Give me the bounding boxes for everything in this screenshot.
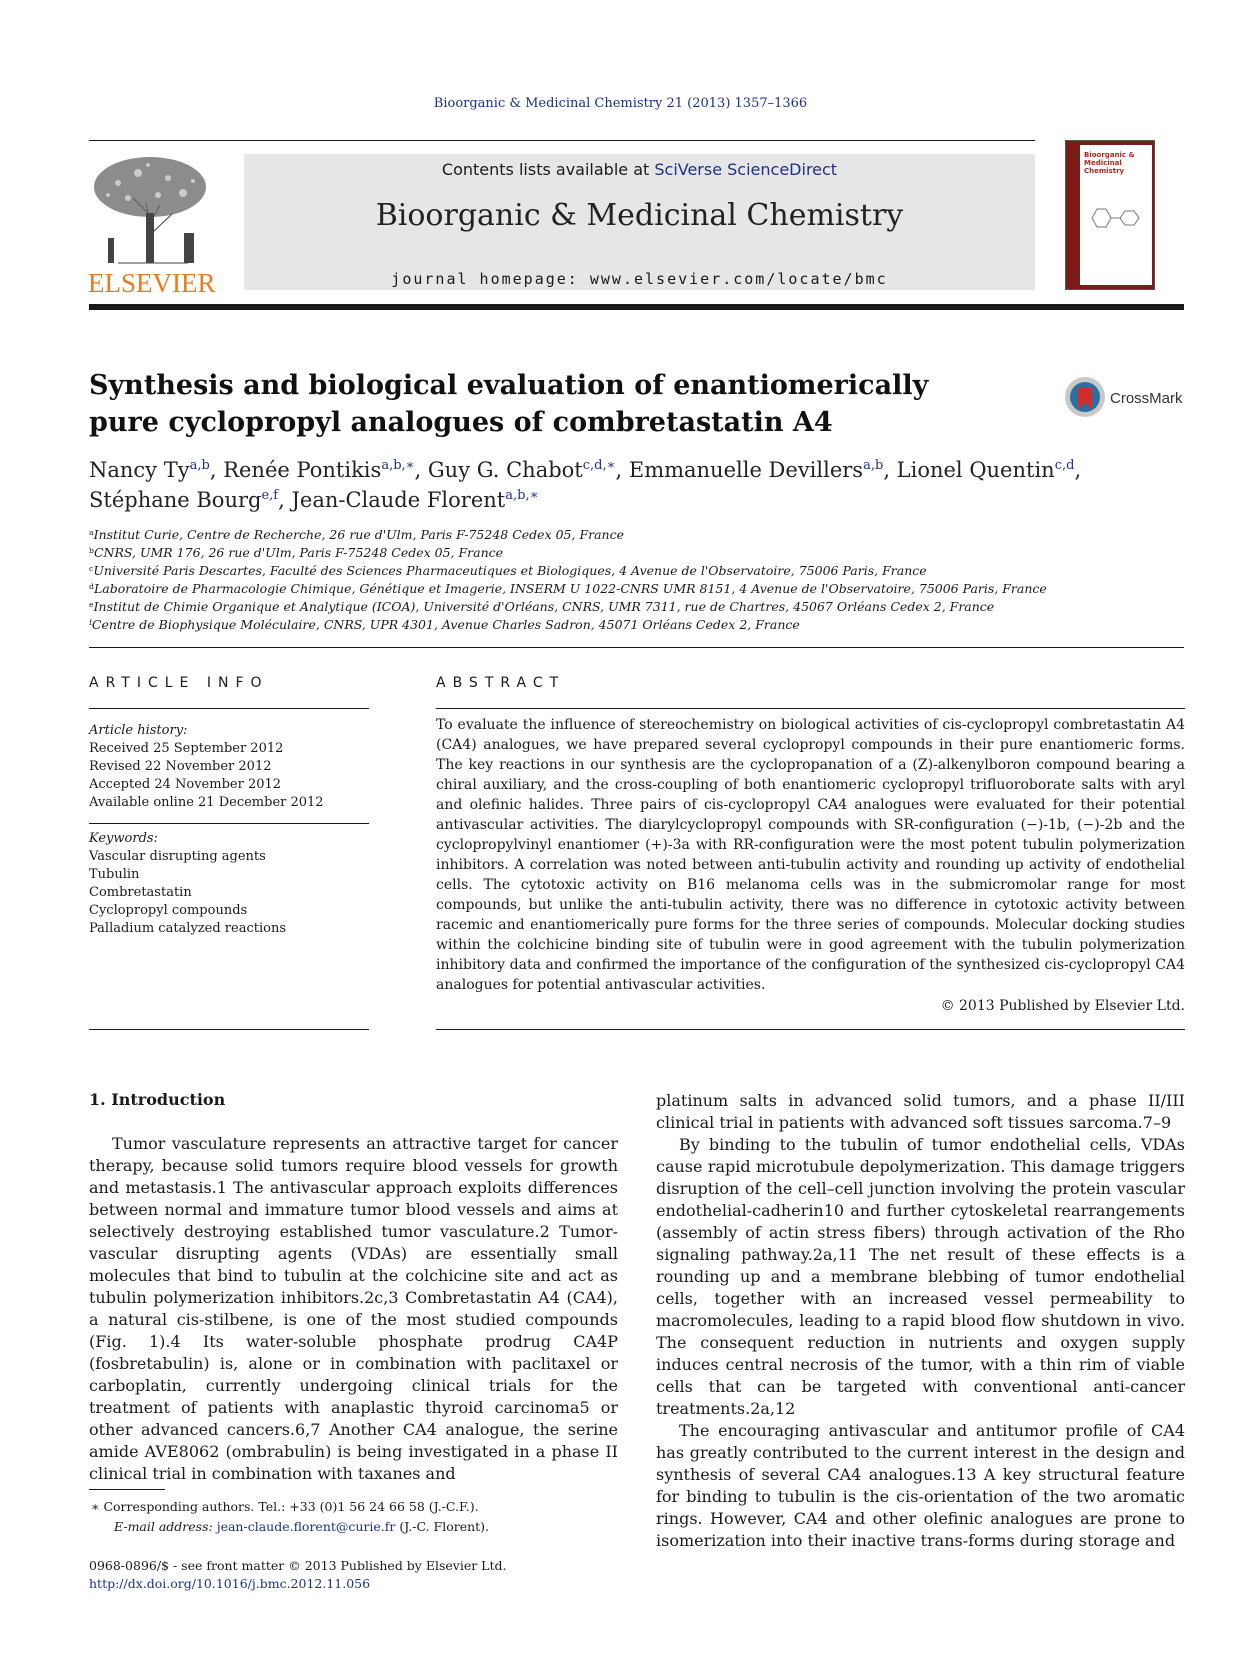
article-info-heading: ARTICLE INFO: [89, 675, 269, 691]
footnote-rule: [89, 1489, 165, 1490]
affiliation: $^c$Université Paris Descartes, Faculté des Sciences Pharmaceutiques et Biologiques, 4 Avenue de l'Observatoire, 75006 Paris, France: [89, 563, 927, 578]
history-item: Available online 21 December 2012: [89, 795, 324, 810]
cover-title: Bioorganic & Medicinal Chemistry: [1084, 151, 1135, 175]
history-label: Article history:: [89, 723, 188, 738]
crossmark-label[interactable]: CrossMark: [1110, 390, 1183, 407]
affiliation: $^f$Centre de Biophysique Moléculaire, CNRS, UPR 4301, Avenue Charles Sadron, 45071 Orléans Cedex 2, France: [89, 617, 800, 632]
cover-page: [1080, 145, 1152, 285]
corresponding-footnote: [89, 1497, 609, 1537]
history-item: Received 25 September 2012: [89, 741, 284, 756]
header-rule-top: [89, 140, 1035, 141]
article-info-rule: [89, 708, 369, 709]
keyword: Palladium catalyzed reactions: [89, 921, 286, 936]
paragraph: By binding to the tubulin of tumor endothelial cells, VDAs cause rapid microtubule depolymerization. This damage triggers disruption of the cell–cell junction involving the protein vascular endothelial-cadherin10 and further cytoskeletal rearrangements (assembly of actin stress fibers) through activation of the Rho signaling pathway.2a,11 The net result of these effects is a rounding up and a membrane blebbing of tumor endothelial cells, together with an increased vessel permeability to macromolecules, leading to a rapid blood flow shutdown in vivo. The consequent reduction in nutrients and oxygen supply induces central necrosis of the tumor, with a thin rim of viable cells that can be targeted with conventional anti-cancer treatments.2a,12: [656, 1135, 1185, 1418]
elsevier-logo-text: ELSEVIER: [88, 268, 216, 298]
affiliations: [89, 526, 1189, 634]
contents-line: [244, 160, 1035, 179]
journal-name: Bioorganic & Medicinal Chemistry: [375, 198, 904, 233]
author: Nancy Ty$^{a,b}$: [89, 458, 210, 482]
affiliations-rule: [89, 647, 1184, 648]
keyword: Combretastatin: [89, 885, 192, 900]
keywords: [89, 830, 369, 938]
corresponding-authors: ∗ Corresponding authors. Tel.: +33 (0)1 56 24 66 58 (J.-C.F.).: [91, 1499, 479, 1514]
author-list: Nancy Ty$^{a,b}$, Renée Pontikis$^{a,b,∗}$, Guy G. Chabot$^{c,d,∗}$, Emmanuelle Devillers$^{a,b}$, Lionel Quentin$^{c,d}$, Stéphane Bourg$^{e,f}$, Jean-Claude Florent$^{a,b,∗}$: [89, 458, 1082, 512]
header-rule-thick: [89, 304, 1184, 310]
journal-citation[interactable]: Bioorganic & Medicinal Chemistry 21 (2013) 1357–1366: [433, 96, 808, 111]
intro-right-column: [656, 1090, 1185, 1552]
keywords-rule: [89, 823, 369, 824]
affiliation: $^b$CNRS, UMR 176, 26 rue d'Ulm, Paris F-75248 Cedex 05, France: [89, 545, 504, 560]
abstract-bottom-rule: [436, 1029, 1185, 1030]
author: Stéphane Bourg$^{e,f}$: [89, 488, 279, 512]
contents-prefix: Contents lists available at: [441, 160, 655, 179]
affiliation: $^d$Laboratoire de Pharmacologie Chimique, Génétique et Imagerie, INSERM U 1022-CNRS UMR 8151, 4 Avenue de l'Observatoire, 75006 Paris, France: [89, 581, 1047, 596]
section-heading: 1. Introduction: [89, 1090, 226, 1109]
intro-left-column: [89, 1133, 618, 1485]
issn-line: 0968-0896/$ - see front matter © 2013 Published by Elsevier Ltd.: [89, 1558, 507, 1573]
article-title: Synthesis and biological evaluation of enantiomerically pure cyclopropyl analogues of combretastatin A4: [89, 370, 929, 438]
abstract-text: To evaluate the influence of stereochemistry on biological activities of cis-cyclopropyl combretastatin A4 (CA4) analogues, we have prepared several cyclopropyl compounds in their pure enantiomeric forms. The key reactions in our synthesis are the cyclopropanation of a (Z)-alkenylboron compound bearing a chiral auxiliary, and the cross-coupling of both enantiomeric cyclopropyl trifluoroborate salts with aryl and olefinic halides. Three pairs of cis-cyclopropyl CA4 analogues were evaluated for their potential antivascular activities. The diarylcyclopropyl compounds with SR-configuration (−)-1b, (−)-2b and the cyclopropylvinyl enantiomer (+)-3a with RR-configuration were the most potent tubulin polymerization inhibitors. A correlation was noted between anti-tubulin activity and rounding up activity of endothelial cells. The cytotoxic activity on B16 melanoma cells was in the submicromolar range for most compounds, but unlike the anti-tubulin activity, there was no difference in cytotoxic activity between racemic and enantiomerically pure forms for the three series of compounds. Molecular docking studies within the colchicine binding site of tubulin were in good agreement with the tubulin polymerization inhibitory data and confirmed the importance of the configuration of the synthesized cis-cyclopropyl CA4 analogues for potential antivascular activities.: [436, 717, 1185, 993]
paragraph: Tumor vasculature represents an attractive target for cancer therapy, because solid tumors require blood vessels for growth and metastasis.1 The antivascular approach exploits differences between normal and immature tumor blood vessels and aims at selectively destroying established tumor vasculature.2 Tumor-vascular disrupting agents (VDAs) are essentially small molecules that bind to tubulin at the colchicine site and act as tubulin polymerization inhibitors.2c,3 Combretastatin A4 (CA4), a natural cis-stilbene, is one of the most studied compounds (Fig. 1).4 Its water-soluble phosphate prodrug CA4P (fosbretabulin) is, alone or in combination with paclitaxel or carboplatin, currently undergoing clinical trials for the treatment of patients with anaplastic thyroid carcinoma5 or other advanced cancers.6,7 Another CA4 analogue, the serine amide AVE8062 (ombrabulin) is being investigated in a phase II clinical trial in combination with taxanes and: [89, 1134, 618, 1483]
author: Guy G. Chabot$^{c,d,∗}$: [427, 458, 616, 482]
author: Lionel Quentin$^{c,d}$: [896, 458, 1075, 482]
elsevier-tree-logo: [88, 153, 218, 265]
issn-doi: [89, 1557, 689, 1593]
history-item: Accepted 24 November 2012: [89, 777, 282, 792]
abstract-copyright: © 2013 Published by Elsevier Ltd.: [940, 998, 1185, 1014]
affiliation: $^a$Institut Curie, Centre de Recherche, 26 rue d'Ulm, Paris F-75248 Cedex 05, France: [89, 527, 625, 542]
email-link[interactable]: jean-claude.florent@curie.fr: [216, 1519, 396, 1534]
article-history: [89, 722, 369, 812]
paragraph: The encouraging antivascular and antitumor profile of CA4 has greatly contributed to the current interest in the design and synthesis of several CA4 analogues.13 A key structural feature for binding to tubulin is the cis-orientation of the two aromatic rings. However, CA4 and other olefinic analogues are prone to isomerization into their inactive trans-forms during storage and: [656, 1421, 1185, 1550]
keyword: Tubulin: [89, 867, 140, 882]
abstract-heading: ABSTRACT: [436, 675, 566, 691]
affiliation: $^e$Institut de Chimie Organique et Analytique (ICOA), Université d'Orléans, CNRS, UMR 7311, rue de Chartres, 45067 Orléans Cedex 2, France: [89, 599, 995, 614]
journal-homepage[interactable]: journal homepage: www.elsevier.com/locate/bmc: [391, 270, 888, 288]
paragraph: platinum salts in advanced solid tumors, and a phase II/III clinical trial in patients with advanced soft tissues sarcoma.7–9: [656, 1091, 1185, 1132]
abstract-rule: [436, 708, 1185, 709]
doi-link[interactable]: http://dx.doi.org/10.1016/j.bmc.2012.11.056: [89, 1576, 371, 1591]
keywords-label: Keywords:: [89, 831, 158, 846]
sciencedirect-link[interactable]: SciVerse ScienceDirect: [654, 160, 838, 179]
history-item: Revised 22 November 2012: [89, 759, 272, 774]
author: Renée Pontikis$^{a,b,∗}$: [223, 458, 415, 482]
crossmark-icon[interactable]: [1064, 376, 1106, 418]
journal-cover-thumbnail[interactable]: [1065, 140, 1155, 290]
email-line: E-mail address: jean-claude.florent@curie.fr (J.-C. Florent).: [114, 1519, 490, 1534]
author: Jean-Claude Florent$^{a,b,∗}$: [291, 488, 539, 512]
article-info-bottom-rule: [89, 1029, 369, 1030]
keyword: Cyclopropyl compounds: [89, 903, 248, 918]
journal-banner: [244, 154, 1035, 290]
keyword: Vascular disrupting agents: [89, 849, 266, 864]
author: Emmanuelle Devillers$^{a,b}$: [628, 458, 884, 482]
cover-structure-graphic: [1086, 205, 1146, 231]
